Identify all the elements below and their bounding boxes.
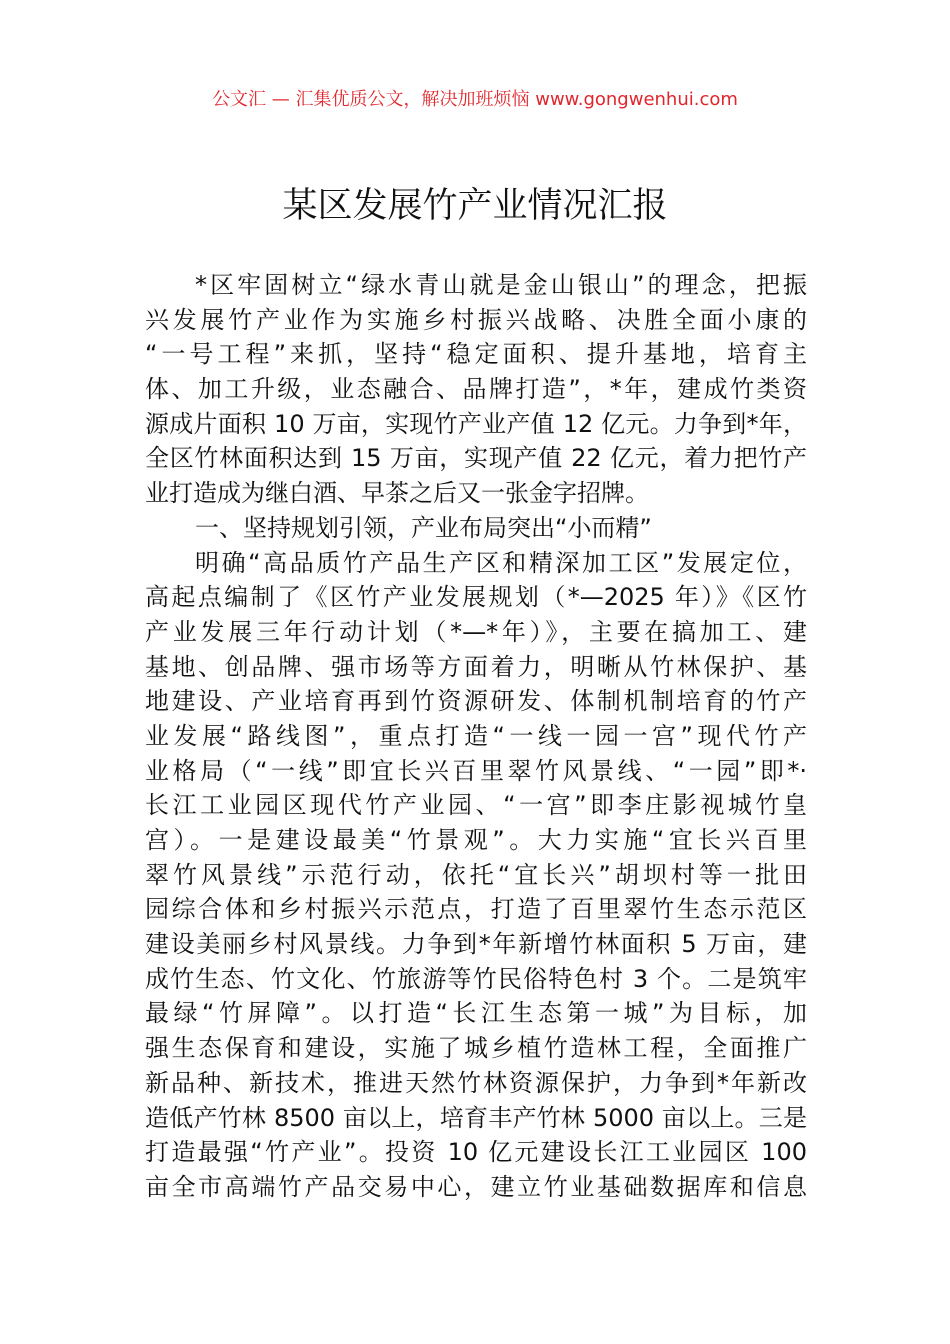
text-line: 全区竹林面积达到 15 万亩，实现产值 22 亿元，着力把竹产 [145,444,807,473]
watermark-header: 公文汇 — 汇集优质公文，解决加班烦恼 www.gongwenhui.com [212,89,738,110]
text-line: 基地、创品牌、强市场等方面着力，明晰从竹林保护、基 [145,652,807,681]
text-line: “一号工程”来抓，坚持“稳定面积、提升基地，培育主 [145,340,807,369]
text-line: 新品种、新技术，推进天然竹林资源保护，力争到*年新改 [145,1068,807,1097]
text-line: 明确“高品质竹产品生产区和精深加工区”发展定位， [195,548,807,577]
text-line: 成竹生态、竹文化、竹旅游等竹民俗特色村 3 个。二是筑牢 [145,964,807,993]
text-line: 高起点编制了《区竹产业发展规划（*—2025 年）》《区竹 [145,583,807,612]
text-line: 业发展“路线图”，重点打造“一线一园一宫”现代竹产 [145,721,807,750]
text-line: 业打造成为继白酒、早茶之后又一张金字招牌。 [145,479,649,508]
text-line: 建设美丽乡村风景线。力争到*年新增竹林面积 5 万亩，建 [145,930,807,959]
text-line: 强生态保育和建设，实施了城乡植竹造林工程，全面推广 [145,1034,807,1063]
text-line: 产业发展三年行动计划（*—*年）》，主要在搞加工、建 [145,617,807,646]
text-line: 造低产竹林 8500 亩以上，培育丰产竹林 5000 亩以上。三是 [145,1103,807,1132]
text-line: 翠竹风景线”示范行动，依托“宜长兴”胡坝村等一批田 [145,860,807,889]
document-title: 某区发展竹产业情况汇报 [282,186,668,226]
section-heading: 一、坚持规划引领，产业布局突出“小而精” [195,513,652,542]
text-line: *区牢固树立“绿水青山就是金山银山”的理念，把振 [195,271,807,299]
text-line: 地建设、产业培育再到竹资源研发、体制机制培育的竹产 [145,687,807,716]
document-body [145,268,807,1205]
text-line: 长江工业园区现代竹产业园、“一宫”即李庄影视城竹皇 [145,791,807,820]
text-line: 打造最强“竹产业”。投资 10 亿元建设长江工业园区 100 [145,1138,807,1167]
text-line: 源成片面积 10 万亩，实现竹产业产值 12 亿元。力争到*年， [145,409,807,438]
text-line: 最绿“竹屏障”。以打造“长江生态第一城”为目标，加 [145,999,807,1028]
text-line: 园综合体和乡村振兴示范点，打造了百里翠竹生态示范区 [145,895,807,924]
text-line: 业格局（“一线”即宜长兴百里翠竹风景线、“一园”即*· [145,756,807,785]
text-line: 亩全市高端竹产品交易中心，建立竹业基础数据库和信息 [145,1172,807,1201]
text-line: 体、加工升级，业态融合、品牌打造”，*年，建成竹类资 [145,375,807,404]
text-line: 宫）。一是建设最美“竹景观”。大力实施“宜长兴百里 [145,826,807,854]
text-line: 兴发展竹产业作为实施乡村振兴战略、决胜全面小康的 [145,305,807,334]
